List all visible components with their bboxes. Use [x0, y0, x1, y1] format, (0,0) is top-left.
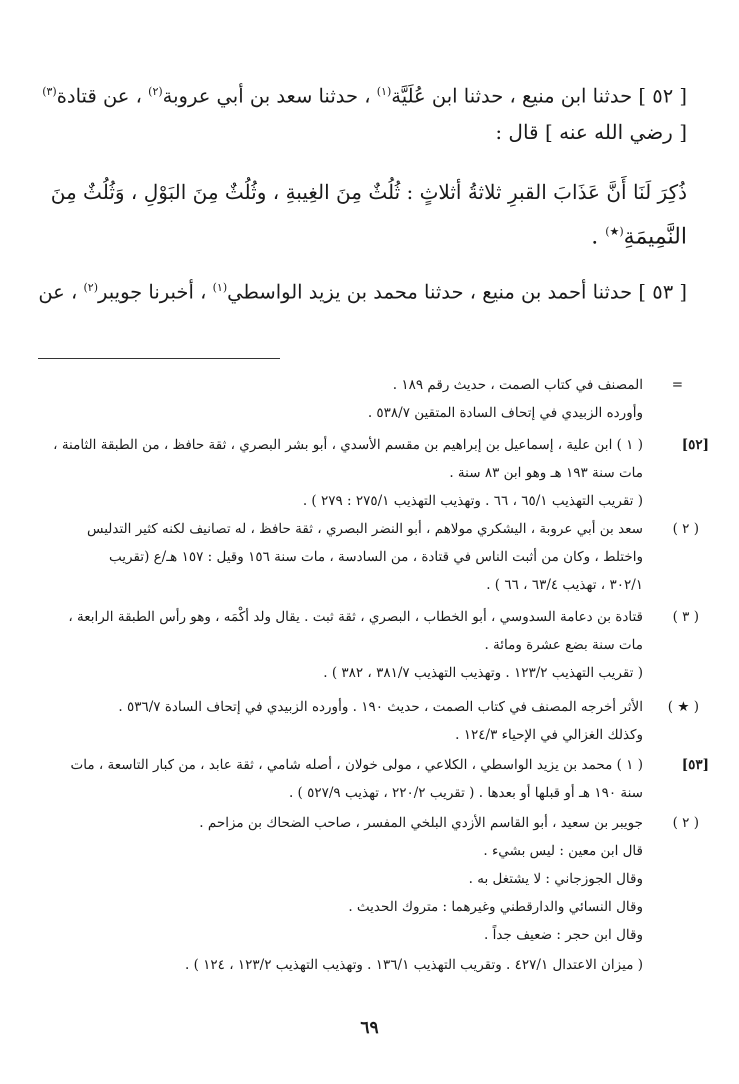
hadith-52-isnad-mid: ، حدثنا سعد بن أبي عروبة — [162, 84, 377, 108]
footnote-line: ٣٠٢/١ ، تهذيب ٦٣/٤ ، ٦٦ ) . — [486, 577, 643, 593]
footnote-line: قال ابن معين : ليس بشيء . — [483, 843, 643, 859]
hadith-52-isnad-start: [ ٥٢ ] حدثنا ابن منيع ، حدثنا ابن عُلَيَّة — [391, 84, 687, 108]
footnote-line: ( تقريب التهذيب ٦٥/١ ، ٦٦ . وتهذيب التهذيب ٢٧٥/١ : ٢٧٩ ) . — [302, 493, 643, 509]
footnote-line: المصنف في كتاب الصمت ، حديث رقم ١٨٩ . — [392, 377, 643, 393]
footnote-ref: (٣) — [42, 85, 57, 98]
footnote-ref: (١) — [212, 281, 228, 294]
footnote-line: ( تقريب التهذيب ١٢٣/٢ . وتهذيب التهذيب ٣٨١/٧ ، ٣٨٢ ) . — [323, 665, 643, 681]
footnote-separator — [38, 358, 280, 359]
footnote-line: ( ميزان الاعتدال ٤٢٧/١ . وتقريب التهذيب ١٣٦/١ . وتهذيب التهذيب ١٢٣/٢ ، ١٢٤ ) . — [185, 957, 643, 973]
page-number: ٦٩ — [360, 1018, 379, 1038]
hadith-52-matn-end: النَّمِيمَةِ — [623, 224, 687, 250]
hadith-52-isnad-mid2: ، عن قتادة — [56, 84, 149, 108]
footnote-53-2: جويبر بن سعيد ، أبو القاسم الأزدي البلخي المفسر ، صاحب الضحاك بن مزاحم . — [199, 815, 643, 831]
footnote-line: مات سنة بضع عشرة ومائة . — [484, 637, 643, 653]
footnote-52-1: ( ١ ) ابن علية ، إسماعيل بن إبراهيم بن مقسم الأسدي ، أبو بشر البصري ، ثقة حافظ ، من الطبقة الثامنة ، — [53, 437, 643, 453]
footnote-line: وكذلك الغزالي في الإحياء ١٢٤/٣ . — [455, 727, 643, 743]
hadith-52-matn-line1: ذُكِرَ لَنَا أَنَّ عَذَابَ القبرِ ثلاثةُ أثلاثٍ : ثُلُثٌ مِنَ الغِيبةِ ، وثُلُثٌ مِنَ البَوْلِ ، وَثُلُثٌ مِنَ — [50, 180, 687, 204]
hadith-53-isnad-mid: ، أخبرنا جويبر — [98, 280, 213, 304]
footnote-53-1: ( ١ ) محمد بن يزيد الواسطي ، الكلاعي ، مولى خولان ، أصله شامي ، ثقة عابد ، من كبار التاسعة ، مات — [70, 757, 643, 773]
footnote-line: سنة ١٩٠ هـ أو قبلها أو بعدها . ( تقريب ٢٢٠/٢ ، تهذيب ٥٢٧/٩ ) . — [288, 785, 643, 801]
hadith-53-isnad-end: ، عن — [38, 280, 84, 304]
footnote-ref: (٢) — [148, 85, 163, 98]
footnote-label-52: [٥٢] — [681, 437, 709, 453]
footnote-line: وقال ابن حجر : ضعيف جداً . — [484, 927, 643, 943]
footnote-line: مات سنة ١٩٣ هـ وهو ابن ٨٣ سنة . — [449, 465, 643, 481]
footnote-ref: (٢) — [83, 281, 99, 294]
hadith-52-isnad-line1 — [42, 72, 687, 117]
footnote-52-star: الأثر أخرجه المصنف في كتاب الصمت ، حديث ١٩٠ . وأورده الزبيدي في إتحاف السادة ٥٣٦/٧ . — [118, 699, 643, 715]
footnote-marker: ( ★ ) — [667, 699, 699, 715]
footnote-line: وقال الجوزجاني : لا يشتغل به . — [468, 871, 643, 887]
hadith-53-isnad-line1 — [38, 268, 687, 313]
hadith-53-isnad-start: [ ٥٣ ] حدثنا أحمد بن منيع ، حدثنا محمد بن يزيد الواسطي — [227, 280, 687, 304]
footnote-52-3: قتادة بن دعامة السدوسي ، أبو الخطاب ، البصري ، ثقة ثبت . يقال ولد أكْمَه ، وهو رأس الطبقة الرابعة ، — [68, 609, 643, 625]
footnote-line: وأورده الزبيدي في إتحاف السادة المتقين ٥٣٨/٧ . — [367, 405, 643, 421]
hadith-52-isnad-line2: [ رضي الله عنه ] قال : — [495, 120, 687, 144]
hadith-52-matn-line2 — [47, 212, 687, 257]
footnote-52-2: سعد بن أبي عروبة ، اليشكري مولاهم ، أبو النضر البصري ، ثقة حافظ ، له تصانيف لكنه كثير التدليس — [87, 521, 643, 537]
hadith-52-matn-period: . — [591, 224, 606, 250]
continuation-marker: = — [671, 377, 683, 393]
footnote-ref: (★) — [605, 225, 624, 238]
footnote-marker: ( ٢ ) — [672, 521, 699, 537]
footnote-line: وقال النسائي والدارقطني وغيرهما : متروك الحديث . — [348, 899, 643, 915]
footnote-label-53: [٥٣] — [681, 757, 709, 773]
footnote-marker: ( ٣ ) — [672, 609, 699, 625]
footnote-line: واختلط ، وكان من أثبت الناس في قتادة ، من السادسة ، مات سنة ١٥٦ وقيل : ١٥٧ هـ/ع (تقريب — [109, 549, 643, 565]
footnote-marker: ( ٢ ) — [672, 815, 699, 831]
footnote-ref: (١) — [376, 85, 392, 98]
